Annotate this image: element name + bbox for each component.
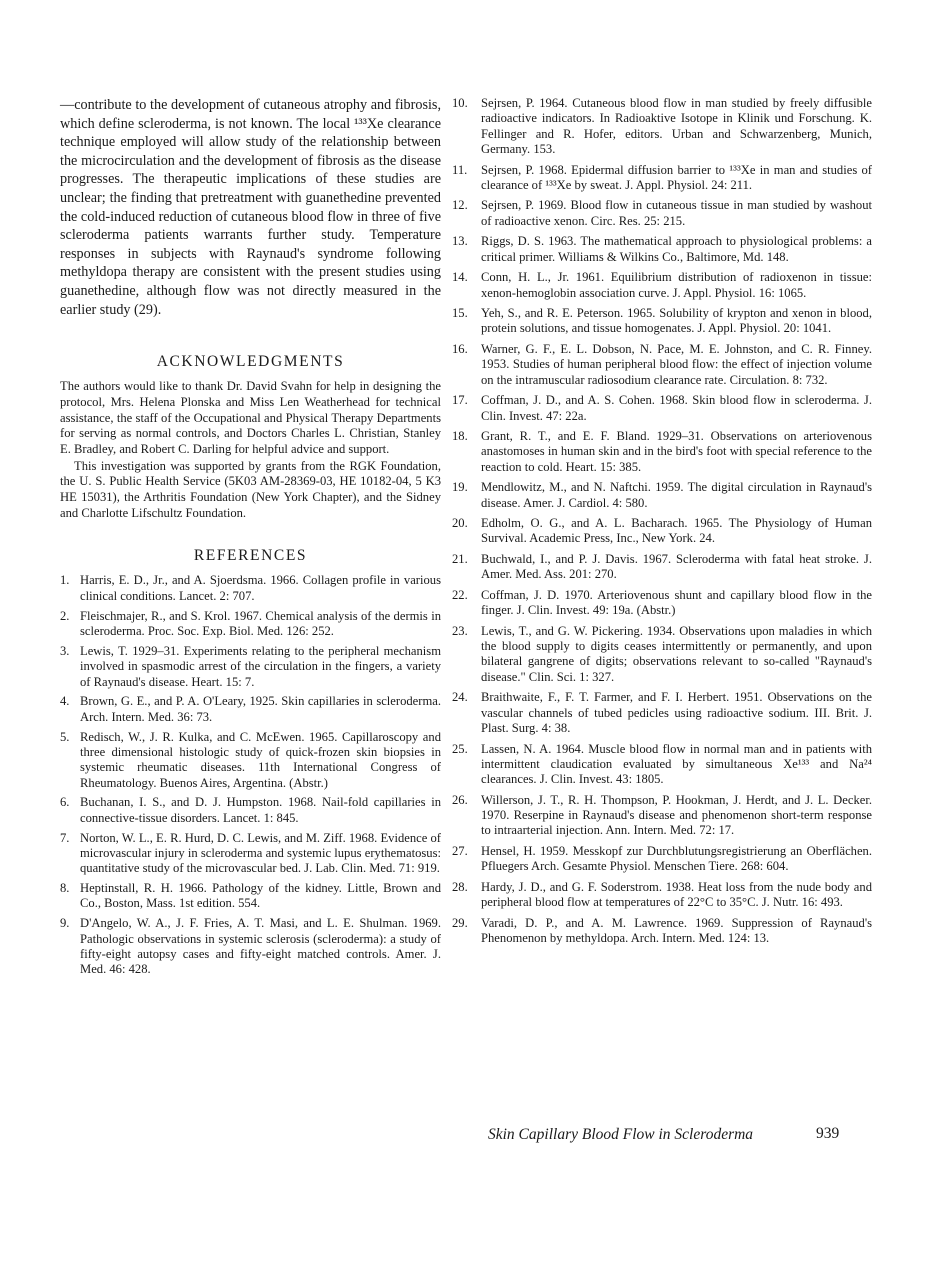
reference-number: 13. — [452, 234, 468, 249]
right-column — [452, 96, 872, 952]
reference-item — [452, 480, 872, 511]
reference-text: Redisch, W., J. R. Kulka, and C. McEwen. 1965. Capillaroscopy and three dimensional histologic study of quick-frozen skin biopsies in systemic rheumatic diseases. 11th International Congress of Rheumatology. Buenos Aires, Argentina. (Abstr.) — [80, 729, 441, 790]
reference-text: Brown, G. E., and P. A. O'Leary, 1925. Skin capillaries in scleroderma. Arch. Intern. Med. 36: 73. — [80, 694, 441, 724]
page-number: 939 — [816, 1125, 840, 1142]
references-heading: REFERENCES — [193, 547, 308, 565]
reference-number: 19. — [452, 480, 468, 495]
reference-number: 1. — [60, 573, 70, 588]
reference-number: 7. — [60, 830, 70, 845]
reference-number: 5. — [60, 729, 70, 744]
reference-number: 27. — [452, 843, 468, 858]
reference-item — [452, 793, 872, 839]
reference-item — [452, 690, 872, 736]
reference-text: Fleischmajer, R., and S. Krol. 1967. Chemical analysis of the dermis in scleroderma. Proc. Soc. Exp. Biol. Med. 126: 252. — [80, 608, 441, 638]
reference-text: Lassen, N. A. 1964. Muscle blood flow in normal man and in patients with intermittent claudication evaluated by simultaneous Xe¹³³ and Na²⁴ clearances. J. Clin. Invest. 43: 1805. — [481, 741, 872, 787]
reference-item — [452, 844, 872, 875]
reference-number: 28. — [452, 879, 468, 894]
reference-item — [452, 306, 872, 337]
reference-text: Buchanan, I. S., and D. J. Humpston. 1968. Nail-fold capillaries in connective-tissue disorders. Lancet. 1: 845. — [80, 795, 441, 825]
reference-number: 10. — [452, 96, 468, 110]
reference-text: Heptinstall, R. H. 1966. Pathology of the kidney. Little, Brown and Co., Boston, Mass. 1st edition. 554. — [80, 881, 441, 911]
reference-item — [452, 516, 872, 547]
reference-text: Hensel, H. 1959. Messkopf zur Durchblutungsregistrierung an Oberflächen. Pfluegers Arch. Gesamte Physiol. Menschen Tiere. 268: 604. — [481, 843, 872, 874]
reference-text: Warner, G. F., E. L. Dobson, N. Pace, M. E. Johnston, and C. R. Finney. 1953. Studies of human peripheral blood flow: the effect of injection volume on the intramuscular radiosodium clearance rate. Circulation. 8: 732. — [481, 341, 872, 387]
reference-text: Hardy, J. D., and G. F. Soderstrom. 1938. Heat loss from the nude body and peripheral blood flow at temperatures of 22°C to 35°C. J. Nutr. 16: 493. — [481, 879, 872, 910]
reference-text: Conn, H. L., Jr. 1961. Equilibrium distribution of radioxenon in tissue: xenon-hemoglobin association curve. J. Appl. Physiol. 16: 1065. — [481, 270, 872, 300]
reference-text: Yeh, S., and R. E. Peterson. 1965. Solubility of krypton and xenon in blood, protein solutions, and tissue homogenates. J. Appl. Physiol. 20: 1041. — [481, 306, 872, 336]
funding-paragraph: This investigation was supported by grants from the RGK Foundation, the U. S. Public Health Service (5K03 AM-28369-03, HE 10182-04, 5 K3 HE 15031), the Arthritis Foundation (New York Chapter), and the Sidney and Charlotte Lifschultz Foundation. — [60, 458, 441, 520]
reference-text: Coffman, J. D. 1970. Arteriovenous shunt and capillary blood flow in the finger. J. Clin. Invest. 49: 19a. (Abstr.) — [481, 587, 872, 618]
reference-text: Lewis, T. 1929–31. Experiments relating to the peripheral mechanism involved in spasmodic arrest of the circulation in the fingers, a variety of Raynaud's disease. Heart. 15: 7. — [80, 643, 441, 689]
reference-item — [452, 880, 872, 911]
reference-number: 21. — [452, 552, 468, 566]
reference-text: D'Angelo, W. A., J. F. Fries, A. T. Masi, and L. E. Shulman. 1969. Pathologic observations in systemic sclerosis (scleroderma): a study of fifty-eight autopsy cases and fifty-eight matched controls. Amer. J. Med. 46: 428. — [80, 916, 441, 977]
reference-text: Sejrsen, P. 1968. Epidermal diffusion barrier to ¹³³Xe in man and studies of clearance of ¹³³Xe by sweat. J. Appl. Physiol. 24: 211. — [481, 162, 872, 192]
reference-item — [60, 609, 441, 640]
reference-number: 29. — [452, 915, 468, 930]
reference-text: Harris, E. D., Jr., and A. Sjoerdsma. 1966. Collagen profile in various clinical conditions. Lancet. 2: 707. — [80, 573, 441, 603]
reference-number: 18. — [452, 429, 468, 444]
acknowledgments-heading: ACKNOWLEDGMENTS — [156, 353, 345, 371]
reference-number: 3. — [60, 643, 70, 658]
reference-number: 4. — [60, 694, 70, 709]
reference-number: 9. — [60, 916, 70, 931]
reference-item — [60, 795, 441, 826]
reference-number: 16. — [452, 341, 468, 356]
reference-number: 6. — [60, 795, 70, 810]
reference-item — [452, 916, 872, 947]
reference-text: Norton, W. L., E. R. Hurd, D. C. Lewis, and M. Ziff. 1968. Evidence of microvascular injury in scleroderma and systemic lupus erythematosus: quantitative study of the microvascular bed. J. Lab. Clin. Med. 71: 919. — [80, 830, 441, 876]
reference-number: 12. — [452, 198, 468, 213]
reference-item — [60, 831, 441, 877]
reference-item — [60, 730, 441, 791]
reference-item — [452, 270, 872, 301]
reference-item — [452, 588, 872, 619]
reference-number: 25. — [452, 741, 468, 756]
reference-item — [452, 96, 872, 157]
reference-number: 20. — [452, 516, 468, 531]
reference-number: 24. — [452, 690, 468, 705]
reference-item — [452, 552, 872, 583]
reference-item — [452, 198, 872, 229]
reference-list-left — [60, 573, 441, 977]
reference-text: Sejrsen, P. 1969. Blood flow in cutaneous tissue in man studied by washout of radioactive xenon. Circ. Res. 25: 215. — [481, 198, 872, 228]
reference-text: Coffman, J. D., and A. S. Cohen. 1968. Skin blood flow in scleroderma. J. Clin. Invest. 47: 22a. — [481, 393, 872, 423]
reference-number: 26. — [452, 792, 468, 807]
reference-text: Riggs, D. S. 1963. The mathematical approach to physiological problems: a critical primer. Williams & Wilkins Co., Baltimore, Md. 148. — [481, 234, 872, 264]
reference-text: Varadi, D. P., and A. M. Lawrence. 1969. Suppression of Raynaud's Phenomenon by methyldopa. Arch. Intern. Med. 124: 13. — [481, 915, 872, 946]
reference-item — [452, 342, 872, 388]
reference-item — [452, 624, 872, 685]
reference-text: Grant, R. T., and E. F. Bland. 1929–31. Observations on arteriovenous anastomoses in human skin and in the bird's foot with special reference to the reaction to cold. Heart. 15: 385. — [481, 429, 872, 474]
running-title: Skin Capillary Blood Flow in Scleroderma — [488, 1126, 754, 1143]
reference-text: Mendlowitz, M., and N. Naftchi. 1959. The digital circulation in Raynaud's disease. Amer. J. Cardiol. 4: 580. — [481, 480, 872, 510]
reference-text: Braithwaite, F., F. T. Farmer, and F. I. Herbert. 1951. Observations on the vascular channels of tubed pedicles using radioactive sodium. III. Brit. J. Plast. Surg. 4: 38. — [481, 690, 872, 735]
reference-item — [60, 694, 441, 725]
reference-item — [452, 393, 872, 424]
reference-text: Buchwald, I., and P. J. Davis. 1967. Scleroderma with fatal heat stroke. J. Amer. Med. Ass. 201: 270. — [481, 552, 872, 582]
reference-number: 11. — [452, 162, 468, 177]
reference-text: Edholm, O. G., and A. L. Bacharach. 1965. The Physiology of Human Survival. Academic Press, Inc., New York. 24. — [481, 516, 872, 546]
reference-number: 15. — [452, 306, 468, 321]
reference-item — [60, 644, 441, 690]
reference-number: 23. — [452, 623, 468, 638]
discussion-paragraph: —contribute to the development of cutaneous atrophy and fibrosis, which define scleroderma, is not known. The local ¹³³Xe clearance technique employed will allow study of the relationship between the microcirculation and the development of fibrosis as the disease progresses. The therapeutic implications of these studies are unclear; the finding that pretreatment with guanethedine prevented the cold-induced reduction of cutaneous blood flow in three of five scleroderma patients warrants further study. Temperature responses in subjects with Raynaud's syndrome following methyldopa therapy are consistent with the present studies using guanethedine, although flow was not directly measured in the earlier study (29). — [60, 97, 441, 318]
reference-item — [452, 234, 872, 265]
reference-item — [452, 163, 872, 194]
reference-item — [452, 742, 872, 788]
reference-number: 8. — [60, 881, 70, 896]
reference-number: 17. — [452, 393, 468, 408]
reference-item — [60, 881, 441, 912]
acknowledgments-paragraph: The authors would like to thank Dr. David Svahn for help in designing the protocol, Mrs. Helena Plonska and Miss Len Weatherhead for technical assistance, the staff of the Occupational and Physical Therapy Departments for serving as normal controls, and Doctors Charles L. Christian, Stanley E. Bradley, and Robert C. Darling for helpful advice and support. — [60, 379, 441, 456]
reference-number: 14. — [452, 270, 468, 285]
reference-item — [452, 429, 872, 475]
reference-number: 2. — [60, 608, 70, 623]
reference-item — [60, 916, 441, 977]
left-column — [60, 96, 441, 982]
reference-number: 22. — [452, 587, 468, 602]
reference-text: Sejrsen, P. 1964. Cutaneous blood flow in man studied by freely diffusible radioactive indicators. In Radioaktive Isotope in Klinik und Forschung. K. Fellinger and R. Hofer, editors. Urban and Schwarzenberg, Munich, Germany. 153. — [481, 96, 872, 157]
reference-list-right — [452, 96, 872, 946]
reference-item — [60, 573, 441, 604]
reference-text: Willerson, J. T., R. H. Thompson, P. Hookman, J. Herdt, and J. L. Decker. 1970. Reserpine in Raynaud's disease and phenomenon short-term response to intraarterial injection. Ann. Intern. Med. 72: 17. — [481, 792, 872, 838]
reference-text: Lewis, T., and G. W. Pickering. 1934. Observations upon maladies in which the blood supply to digits ceases intermittently or permanently, and upon bilateral gangrene of digits; observations relevant to so-called "Raynaud's disease." Clin. Sci. 1: 327. — [481, 623, 872, 684]
